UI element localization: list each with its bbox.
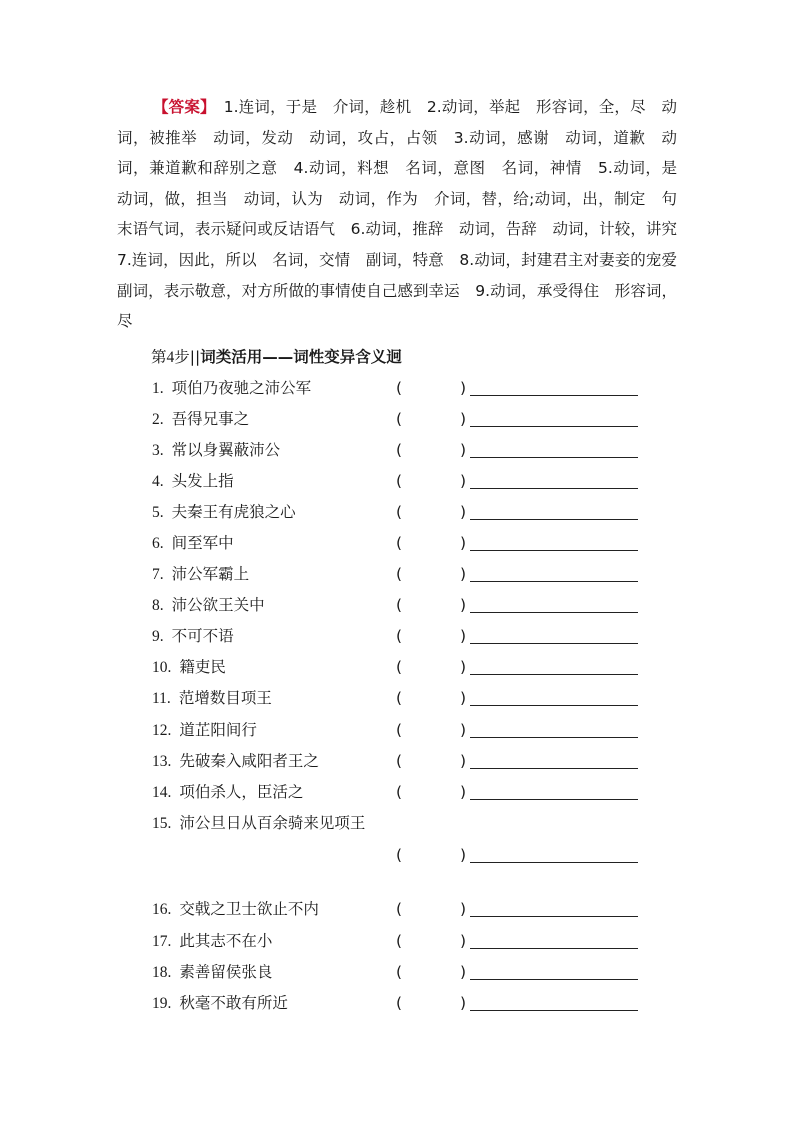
question-number: 17. [152,933,172,950]
paren-left: ( [396,503,403,521]
answer-blank[interactable] [470,916,638,917]
paren-left: ( [396,783,403,801]
section-heading [151,345,402,370]
question-item [152,811,642,867]
question-text: 沛公军霸上 [171,565,250,583]
answer-blank[interactable] [470,799,638,800]
paren-left: ( [396,534,403,552]
paren-left: ( [396,900,403,918]
paren-left: ( [396,596,403,614]
answer-blank[interactable] [470,737,638,738]
paren-left: ( [396,963,403,981]
question-number: 8. [152,597,164,614]
question-text: 头发上指 [171,472,234,490]
paren-right: ) [460,752,467,770]
paren-right: ) [460,472,467,490]
answer-blank[interactable] [470,457,638,458]
step-number: 4 [166,349,175,366]
answer-blank[interactable] [470,426,638,427]
answer-blank[interactable] [470,488,638,489]
question-item [152,718,642,742]
paren-right: ) [460,721,467,739]
paren-right: ) [460,410,467,428]
step-prefix: 第 [151,348,167,366]
question-text: 项伯乃夜驰之沛公军 [171,379,312,397]
question-number: 5. [152,504,164,521]
question-number: 12. [152,722,172,739]
paren-left: ( [396,441,403,459]
question-number: 3. [152,442,164,459]
question-item [152,407,642,431]
answer-blank[interactable] [470,948,638,949]
question-number: 14. [152,784,172,801]
question-item [152,531,642,555]
question-text: 籍吏民 [179,658,226,676]
paren-left: ( [396,752,403,770]
question-number: 16. [152,901,172,918]
question-text: 沛公欲王关中 [171,596,265,614]
question-number: 15. [152,815,172,832]
question-item [152,376,642,400]
paren-left: ( [396,932,403,950]
answer-blank[interactable] [470,768,638,769]
answer-blank[interactable] [470,581,638,582]
question-text: 夫秦王有虎狼之心 [171,503,296,521]
paren-right: ) [460,689,467,707]
paren-left: ( [396,689,403,707]
question-text: 秋毫不敢有所近 [179,994,288,1012]
question-number: 11. [152,690,171,707]
question-item [152,780,642,804]
question-text: 道芷阳间行 [179,721,257,739]
paren-left: ( [396,410,403,428]
paren-left: ( [396,994,403,1012]
step-middle: 步|| [174,348,201,366]
question-number: 13. [152,753,172,770]
paren-left: ( [396,379,403,397]
paren-right: ) [460,783,467,801]
question-number: 7. [152,566,164,583]
step-title: 词类活用——词性变异含义迥 [200,348,402,366]
answer-blank[interactable] [470,643,638,644]
question-text: 范增数目项王 [178,689,272,707]
paren-right: ) [460,534,467,552]
question-item [152,929,642,953]
paren-right: ) [460,932,467,950]
question-text: 项伯杀人，臣活之 [179,783,304,801]
paren-right: ) [460,503,467,521]
answer-text: 1.连词，于是 介词，趁机 2.动词，举起 形容词，全，尽 动词，被推举 动词，发动 动词，攻占，占领 3.动词，感谢 动词，道歉 动词，兼道歉和辞别之意 4.动词，料想 名词，意图 名词，神情 5.动词，是 动词，做，担当 动词，认为 动词，作为 介词，替，给;动词，出，制定 句末语气词，表示疑问或反诘语气 6.动词，推辞 动词，告辞 动词，计较，讲究 7.连词，因此，所以 名词，交情 副词，特意 8.动词，封建君主对妻妾的宠爱 副词，表示敬意，对方所做的事情使自己感到幸运 9.动词，承受得住 形容词，尽 [117,98,693,331]
question-item [152,655,642,679]
question-item [152,500,642,524]
answer-blank[interactable] [470,612,638,613]
paren-right: ) [460,627,467,645]
paren-right: ) [460,441,467,459]
question-text: 素善留侯张良 [179,963,273,981]
paren-left: ( [396,565,403,583]
answer-paragraph [117,92,693,337]
question-number: 1. [152,380,164,397]
answer-blank[interactable] [470,519,638,520]
paren-right: ) [460,565,467,583]
answer-blank[interactable] [470,1010,638,1011]
question-item [152,438,642,462]
paren-left: ( [396,627,403,645]
question-item [152,897,642,921]
answer-label: 【答案】 [153,98,216,116]
question-item [152,749,642,773]
answer-blank[interactable] [470,705,638,706]
question-text: 吾得兄事之 [171,410,250,428]
question-text: 间至军中 [171,534,234,552]
question-text: 常以身翼蔽沛公 [171,441,281,459]
question-text: 不可不语 [171,627,234,645]
paren-left: ( [396,721,403,739]
question-number: 2. [152,411,164,428]
question-item [152,469,642,493]
question-number: 19. [152,995,172,1012]
question-number: 18. [152,964,172,981]
paren-right: ) [460,963,467,981]
answer-blank[interactable] [470,862,638,863]
question-text: 先破秦入咸阳者王之 [179,752,319,770]
answer-blank[interactable] [470,395,638,396]
question-item [152,624,642,648]
question-text: 沛公旦日从百余骑来见项王 [179,814,366,832]
paren-left: ( [396,472,403,490]
question-number: 9. [152,628,164,645]
question-item [152,960,642,984]
paren-right: ) [460,379,467,397]
question-text: 交戟之卫士欲止不内 [179,900,319,918]
question-number: 10. [152,659,172,676]
paren-right: ) [460,994,467,1012]
paren-left: ( [396,846,403,864]
question-item [152,686,642,710]
answer-blank[interactable] [470,550,638,551]
paren-right: ) [460,658,467,676]
answer-blank[interactable] [470,979,638,980]
answer-blank[interactable] [470,674,638,675]
paren-right: ) [460,846,467,864]
paren-right: ) [460,900,467,918]
question-number: 6. [152,535,164,552]
paren-left: ( [396,658,403,676]
paren-right: ) [460,596,467,614]
question-item [152,991,642,1015]
question-number: 4. [152,473,164,490]
question-text: 此其志不在小 [179,932,273,950]
question-item [152,562,642,586]
question-item [152,593,642,617]
